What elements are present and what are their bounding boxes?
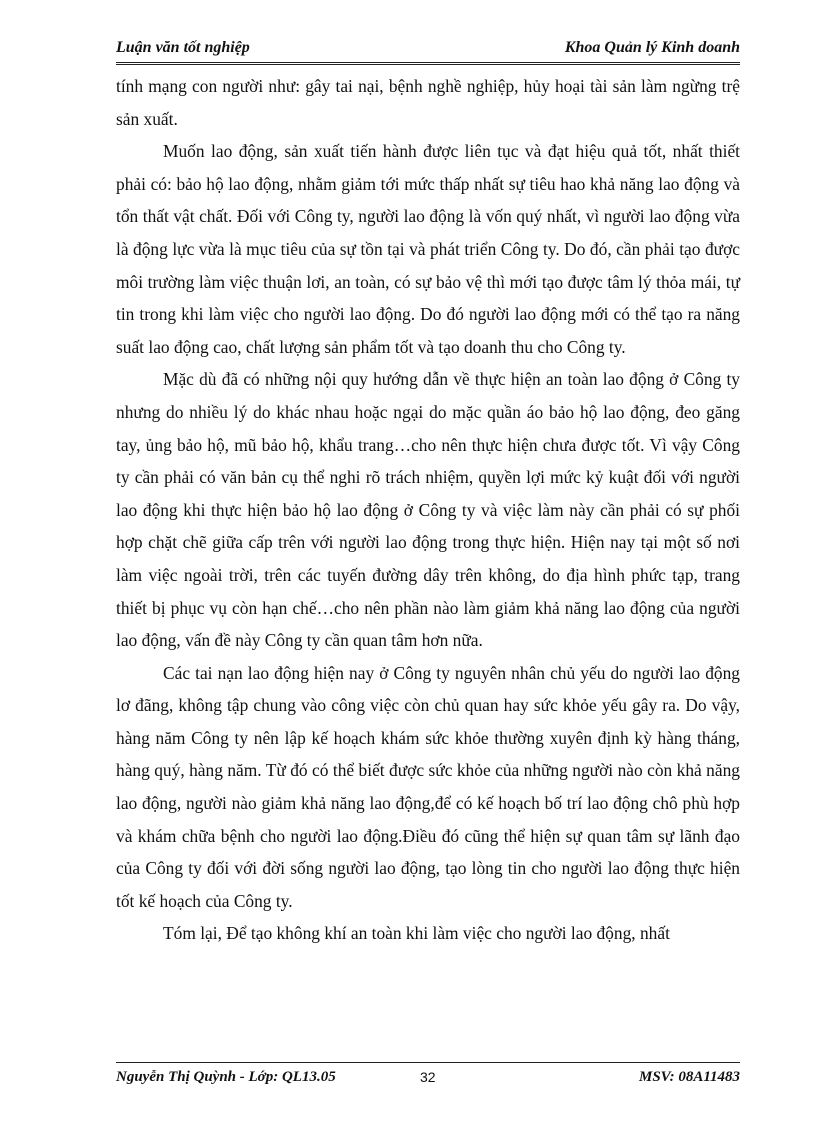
paragraph-continuation: tính mạng con người như: gây tai nại, bệnh nghề nghiệp, hủy hoại tài sản làm ngừng trệ sản xuất. bbox=[116, 76, 740, 129]
paragraph: Các tai nạn lao động hiện nay ở Công ty nguyên nhân chủ yếu do người lao động lơ đãng, không tập chung vào công việc còn chủ quan hay sức khỏe yếu gây ra. Do vậy, hàng năm Công ty nên lập kế hoạch khám sức khỏe thường xuyên định kỳ hàng tháng, hàng quý, hàng năm. Từ đó có thể biết được sức khỏe của những người nào còn khả năng lao động, người nào giảm khả năng lao động,để có kế hoạch bố trí lao động chô phù hợp và khám chữa bệnh cho người lao động.Điều đó cũng thể hiện sự quan tâm sự lãnh đạo của Công ty đối với đời sống người lao động, tạo lòng tin cho người lao động thực hiện tốt kế hoạch của Công ty. bbox=[116, 662, 740, 911]
header-faculty: Khoa Quản lý Kinh doanh bbox=[564, 39, 740, 56]
header-thesis-title: Luận văn tốt nghiệp bbox=[116, 39, 250, 56]
paragraph: Muốn lao động, sản xuất tiến hành được liên tục và đạt hiệu quả tốt, nhất thiết phải có: bảo hộ lao động, nhằm giảm tới mức thấp nhất sự tiêu hao khả năng lao động và tổn thất vật chất. Đối với Công ty, người lao động là vốn quý nhất, vì người lao động vừa là động lực vừa là mục tiêu của sự tồn tại và phát triển Công ty. Do đó, cần phải tạo được môi trường làm việc thuận lơi, an toàn, có sự bảo vệ thì mới tạo được tâm lý thỏa mái, tự tin trong khi làm việc cho người lao động. Do đó người lao động mới có thể tạo ra năng suất lao động cao, chất lượng sản phẩm tốt và tạo doanh thu cho Công ty. bbox=[116, 141, 740, 357]
footer-author: Nguyễn Thị Quỳnh - Lớp: QL13.05 bbox=[116, 1069, 336, 1085]
footer-student-id: MSV: 08A11483 bbox=[639, 1069, 740, 1085]
page-number: 32 bbox=[420, 1069, 436, 1085]
page-footer bbox=[116, 1062, 740, 1091]
paragraph: Mặc dù đã có những nội quy hướng dẫn về thực hiện an toàn lao động ở Công ty nhưng do nhiều lý do khác nhau hoặc ngại do mặc quần áo bảo hộ lao động, đeo găng tay, ủng bảo hộ, mũ bảo hộ, khẩu trang…cho nên thực hiện chưa được tốt. Vì vậy Công ty cần phải có văn bản cụ thể nghi rõ trách nhiệm, quyền lợi mức kỷ kuật đối với người lao động khi thực hiện bảo hộ lao động ở Công ty và việc làm này cần phải có sự phối hợp chặt chẽ giữa cấp trên với người lao động trong thực hiện. Hiện nay tại một số nơi làm việc ngoài trời, trên các tuyến đường dây trên không, do địa hình phức tạp, trang thiết bị phục vụ còn hạn chế…cho nên phần nào làm giảm khả năng lao động của người lao động, vấn đề này Công ty cần quan tâm hơn nữa. bbox=[116, 369, 740, 651]
paragraph: Tóm lại, Để tạo không khí an toàn khi làm việc cho người lao động, nhất bbox=[163, 923, 670, 944]
document-body bbox=[116, 70, 740, 950]
page-header bbox=[116, 38, 740, 65]
